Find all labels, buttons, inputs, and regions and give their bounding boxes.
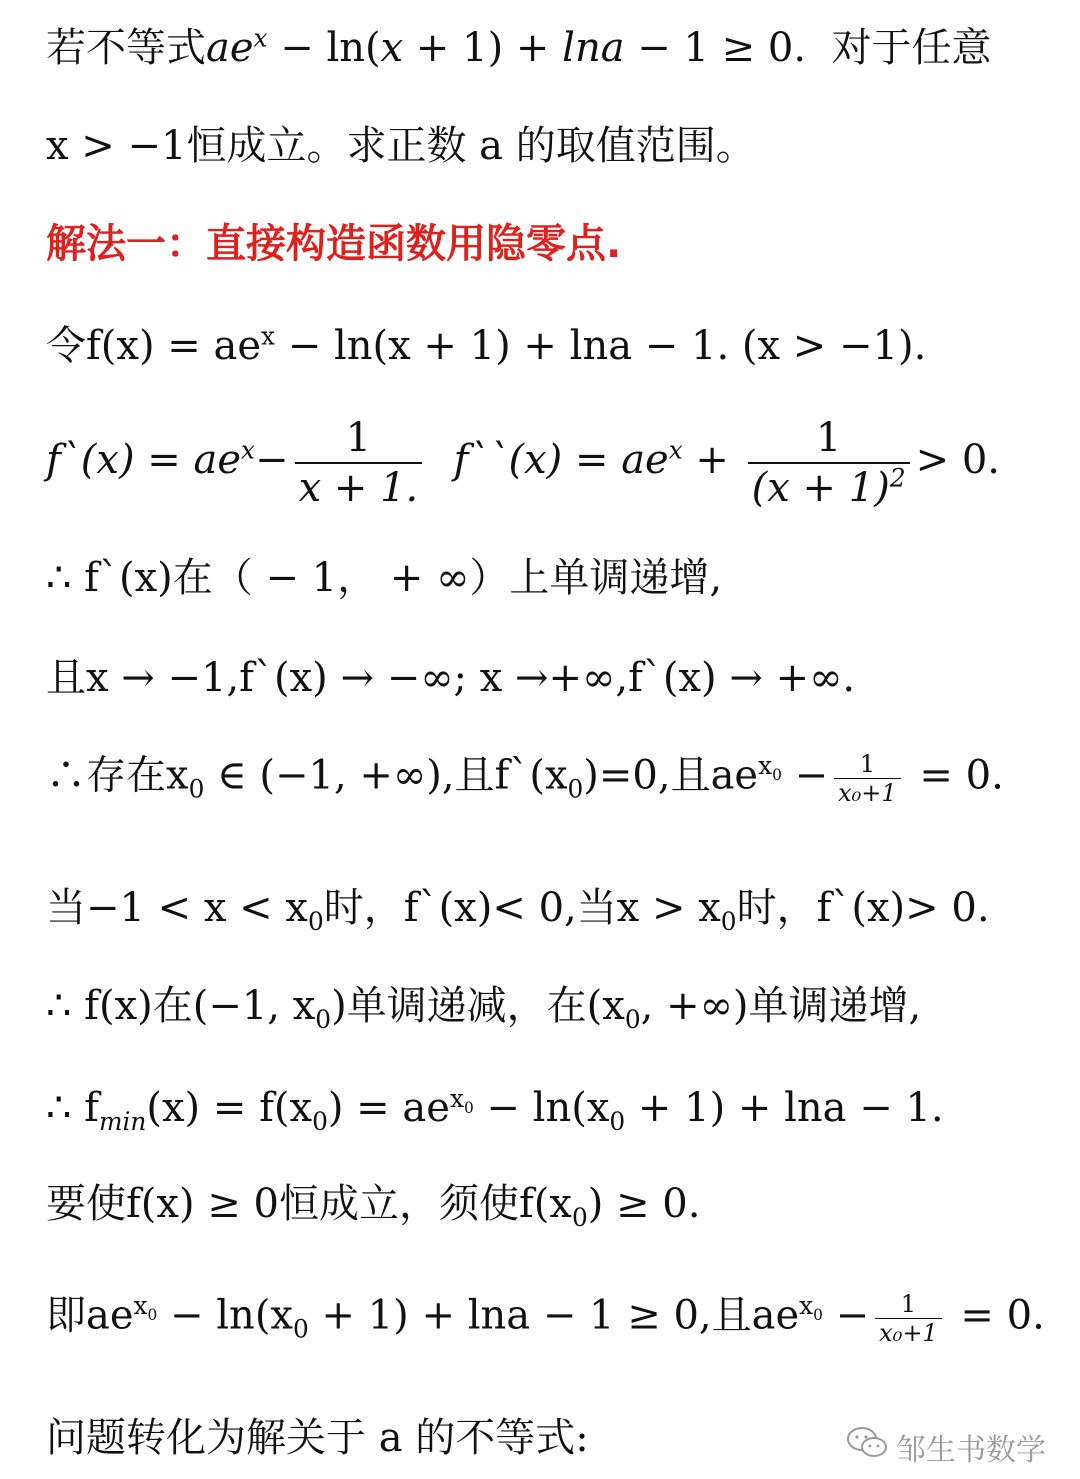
text-segment: − ln(x + 1) + lna − 1. (x > −1).: [275, 323, 927, 369]
watermark-text: 邹生书数学: [896, 1433, 1046, 1468]
text-segment: ) = ae: [327, 1085, 450, 1131]
text-segment: (x) = f(x: [146, 1085, 313, 1131]
text-segment: + 1) + lna − 1 ≥ 0,且ae: [308, 1292, 800, 1339]
method-heading: 解法一：直接构造函数用隐零点.: [46, 221, 622, 267]
denominator: $(x + 1)^2$: [751, 463, 906, 511]
text-segment: (x + 1): [751, 465, 890, 511]
numerator: 1: [295, 418, 423, 464]
numerator: 1: [748, 418, 910, 464]
text-segment: 即ae: [46, 1292, 134, 1339]
text-segment: 对于任意: [831, 25, 992, 71]
step-minimum: ∴ $f_{min}(x) = f(x_0) = ae^{x_0} - \ln(x_0 + 1) + \ln a - 1$.: [46, 1083, 944, 1136]
text-segment: f``(x) = ae: [453, 437, 669, 483]
fraction: [748, 415, 910, 511]
text-segment: , +∞)单调递增,: [640, 983, 922, 1029]
text-segment: 时，f`(x)> 0.: [736, 885, 990, 931]
text-segment: > 0.: [915, 437, 1001, 483]
numerator: 1: [875, 1292, 942, 1319]
step-system: 即$ae^{x_0} - \ln(x_0 + 1) + \ln a - 1 \ge 0$,且$ae^{x_0}$ − $\frac{1}{\text{x₀+1}}$ = 0.: [46, 1290, 1045, 1347]
step-monotonic-derivative: ∴ f`(x)在（ − 1， + ∞）上单调递增,: [46, 555, 723, 601]
wechat-icon: [846, 1425, 888, 1469]
denominator: x₀+1: [879, 1319, 938, 1347]
numerator: 1: [834, 752, 901, 779]
text-segment: + 1) + lna − 1.: [625, 1085, 944, 1131]
text-segment: 时，f`(x)< 0,当x > x: [323, 885, 721, 931]
text-segment: 令f(x) = ae: [46, 323, 262, 369]
step-requirement: 要使f(x) ≥ 0恒成立，须使$f(x_0) \ge 0$.: [46, 1181, 701, 1232]
watermark: [846, 1425, 1046, 1469]
step-monotonic-f: ∴ f(x)在(−1, $x_0$)单调递减，在($x_0$, +∞)单调递增,: [46, 983, 922, 1034]
text-segment: 若不等式: [46, 25, 206, 71]
text-segment: = 0.: [947, 1292, 1045, 1339]
text-segment: = 0.: [906, 752, 1004, 799]
text-segment: ∴ f: [46, 1085, 99, 1131]
text-segment: 当−1 < x < x: [46, 885, 308, 931]
text-segment: ∴存在x: [46, 752, 189, 799]
text-segment: )单调递减，在(x: [331, 983, 625, 1029]
fraction: [834, 752, 901, 805]
text-segment: f`(x) = ae: [46, 437, 242, 483]
text-segment: ∈ (−1, +∞),且f`(x: [204, 752, 568, 799]
text-segment: 要使f(x) ≥ 0恒成立，须使f(x: [46, 1181, 572, 1227]
text-segment: )=0,且ae: [583, 752, 759, 799]
fraction: [295, 415, 423, 511]
fraction: [875, 1292, 942, 1345]
denominator: x + 1.: [298, 465, 419, 511]
step-sign-analysis: 当$-1 < x < x_0$时，f`(x)< 0,当$x > x_0$时，f`(x)> 0.: [46, 885, 990, 936]
text-segment: ) ≥ 0.: [587, 1181, 701, 1227]
step-conclusion: 问题转化为解关于 a 的不等式:: [46, 1415, 589, 1461]
step-existence-x0: ∴存在$x_0$ ∈ (−1, +∞),且$f`(x_0)=0$,且$ae^{x_0}$ − $\frac{1}{\text{x₀+1}}$ = 0.: [46, 750, 1004, 807]
text-segment: − ln(x: [473, 1085, 610, 1131]
text-segment: ∴ f(x)在(−1, x: [46, 983, 316, 1029]
step-derivatives: f`(x) = $ae^x-$ $\frac{1}{x + 1.}$ f``(x) = $ae^x$ + $\frac{1}{(x + 1)^2}$ > 0.: [46, 415, 1001, 511]
problem-line-1: 若不等式$ae^x - \ln(x + 1) + \ln a - 1 \ge 0$. 对于任意: [46, 23, 992, 71]
text-segment: − ln(x: [157, 1292, 293, 1339]
step-define-f: 令$f(x) = ae^x - \ln(x + 1) + \ln a - 1$. (x > −1).: [46, 321, 927, 369]
step-limits: 且x → −1,f`(x) → −∞; x →+∞,f`(x) → +∞.: [46, 655, 856, 701]
denominator: x₀+1: [838, 779, 897, 807]
problem-line-2: x > −1恒成立。求正数 a 的取值范围。: [46, 123, 756, 169]
